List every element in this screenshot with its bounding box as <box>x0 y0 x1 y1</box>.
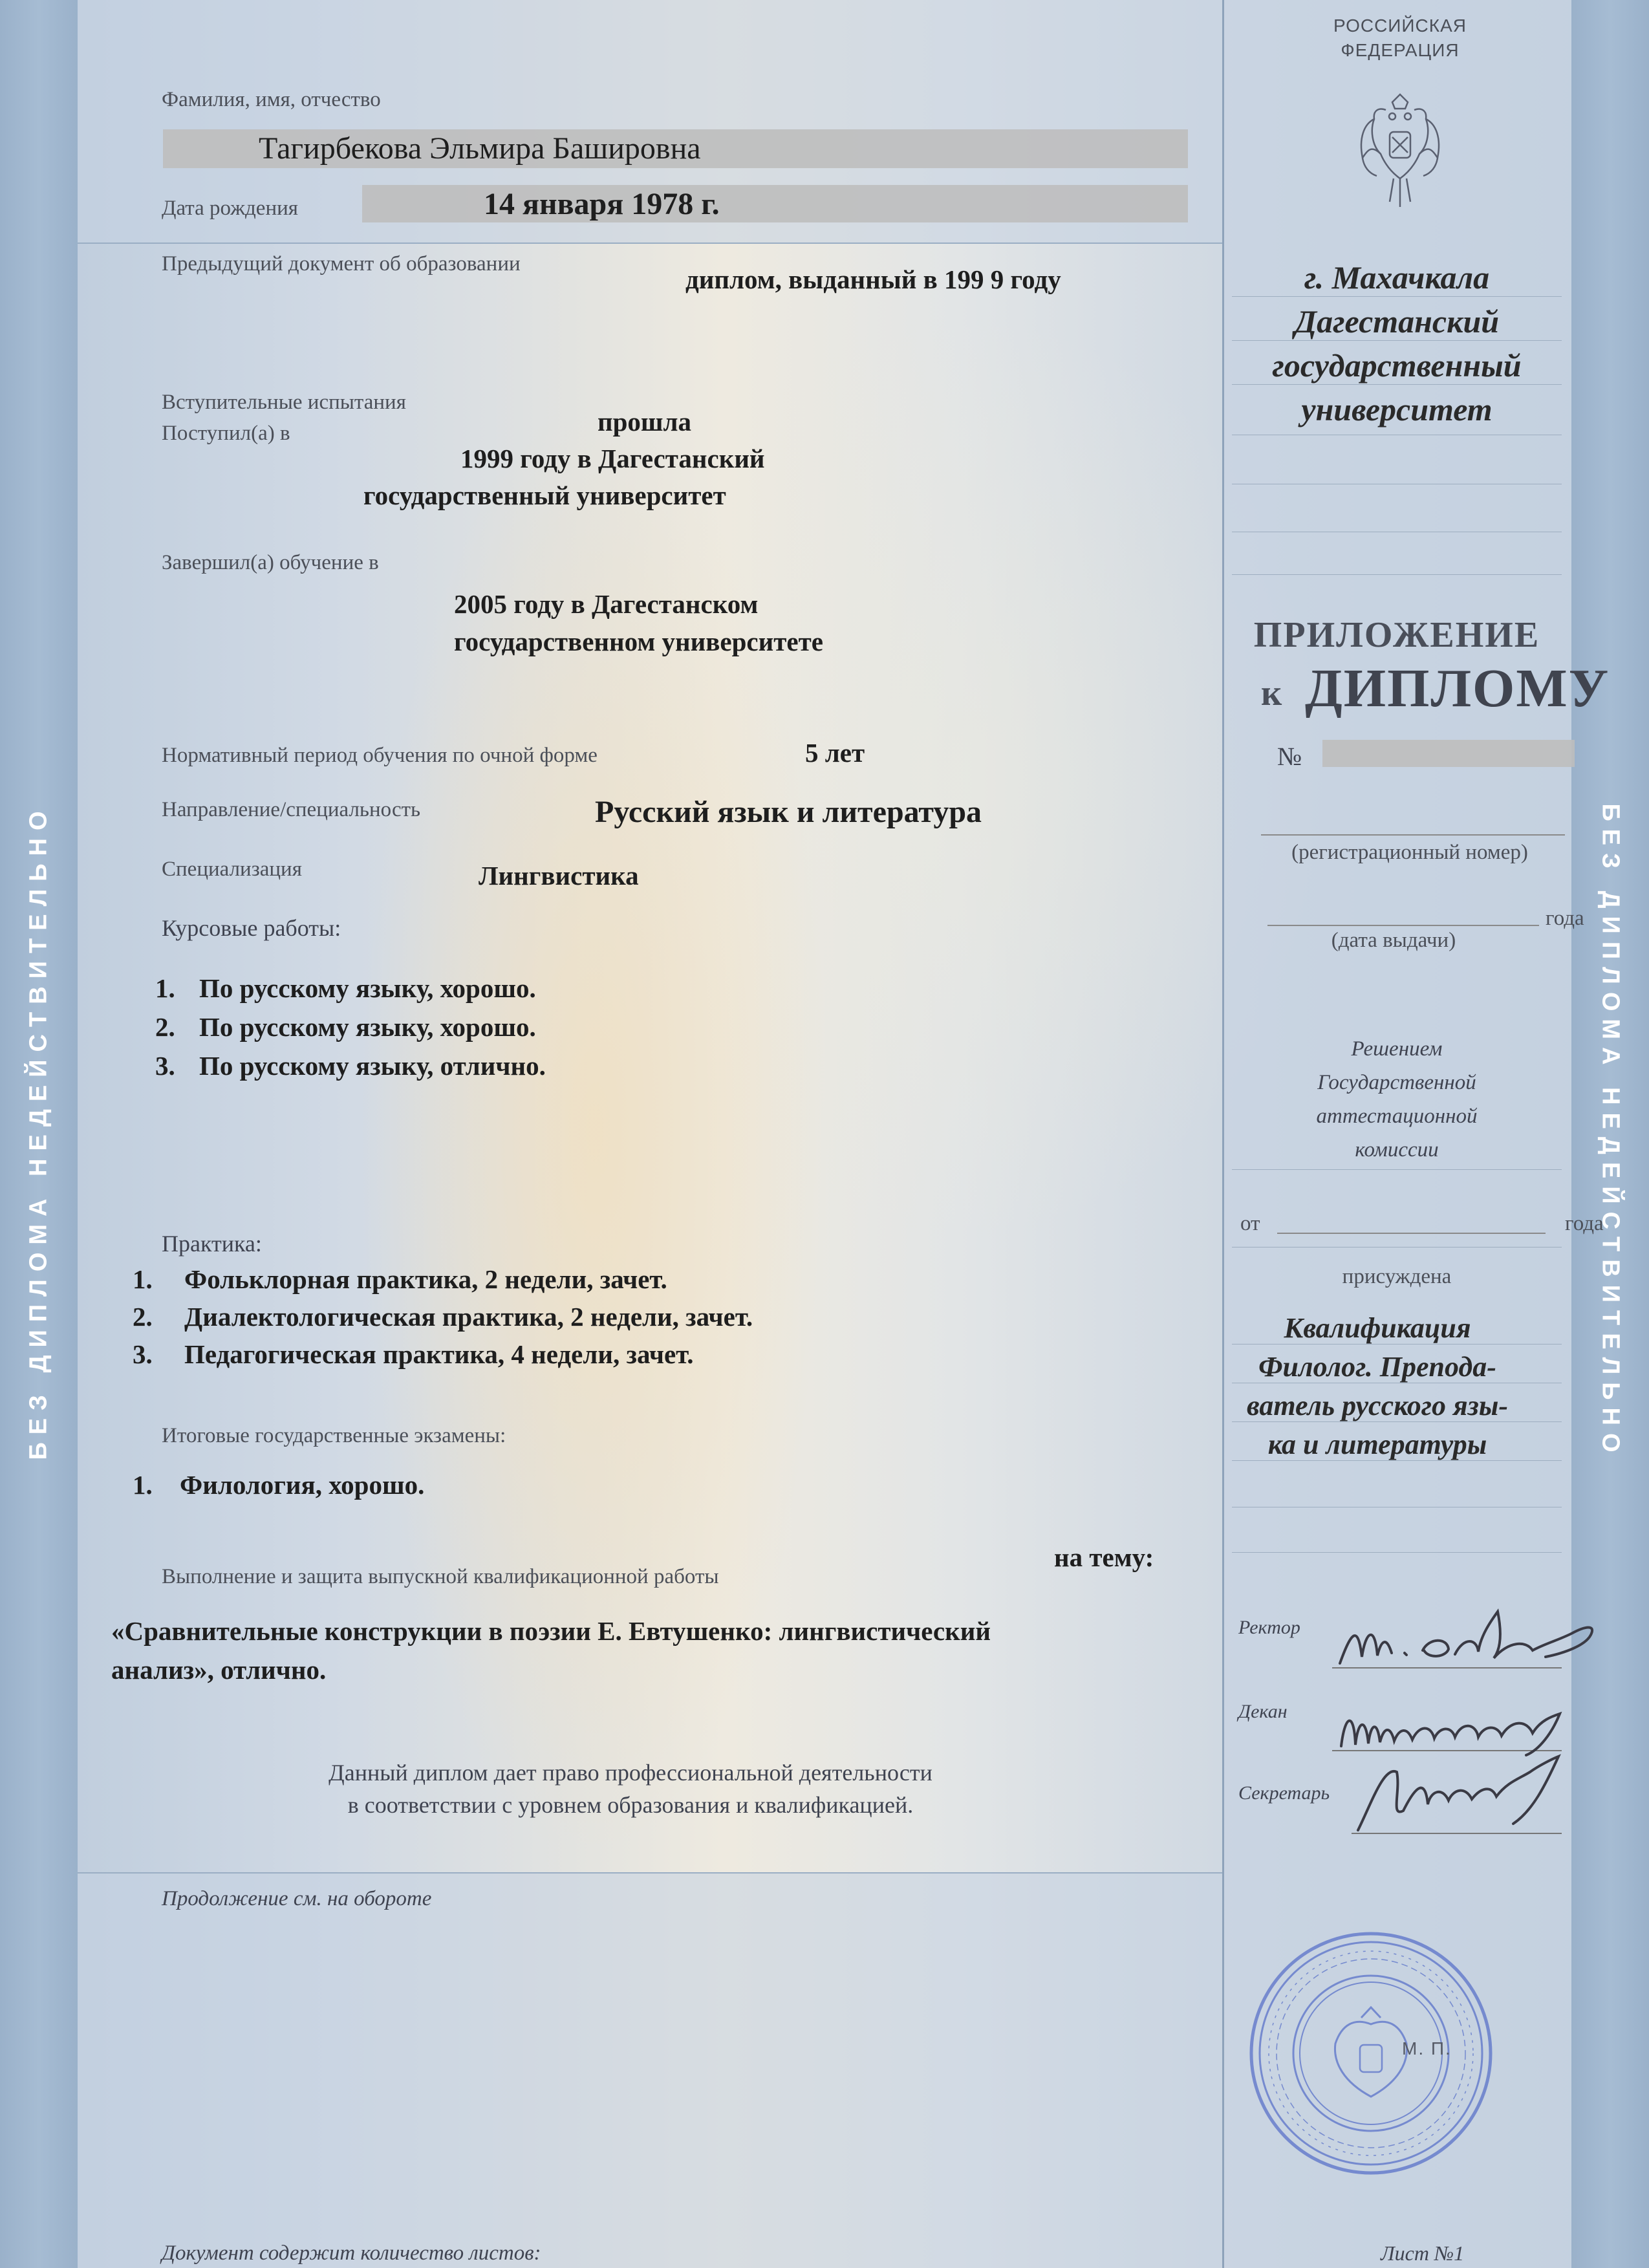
rule <box>1232 1344 1562 1345</box>
rights-line-2: в соответствии с уровнем образования и квалификацией. <box>347 1792 914 1818</box>
fio-label: Фамилия, имя, отчество <box>162 88 381 111</box>
period-label: Нормативный период обучения по очной форме <box>162 744 598 767</box>
diploma-title: ДИПЛОМУ <box>1305 658 1610 718</box>
awarded-word: присуждена <box>1342 1265 1452 1288</box>
coursework-label: Курсовые работы: <box>162 915 341 941</box>
thesis-label: Выполнение и защита выпускной квалификационной работы <box>162 1565 719 1588</box>
from-word: от <box>1240 1212 1260 1235</box>
year-word: года <box>1546 907 1584 930</box>
institution-line-4: университет <box>1301 391 1493 427</box>
footer-band <box>78 1872 1222 2268</box>
specialization-value: Лингвистика <box>479 861 639 891</box>
decision-line-3: аттестационной <box>1316 1105 1478 1128</box>
watermark-left: БЕЗ ДИПЛОМА НЕДЕЙСТВИТЕЛЬНО <box>25 803 52 1460</box>
admitted-label: Поступил(а) в <box>162 422 290 445</box>
supplement-title: ПРИЛОЖЕНИЕ <box>1253 615 1540 655</box>
rule <box>1232 1169 1562 1170</box>
coursework-number-2: 2. <box>155 1012 175 1042</box>
period-value: 5 лет <box>805 738 865 768</box>
decision-date-line <box>1277 1233 1546 1234</box>
rule <box>1232 340 1562 341</box>
thesis-on-topic: на тему: <box>1054 1542 1154 1572</box>
birth-label: Дата рождения <box>162 197 298 220</box>
fio-value: Тагирбекова Эльмира Башировна <box>259 131 701 166</box>
number-symbol: № <box>1277 742 1302 771</box>
continued-note: Продолжение см. на обороте <box>162 1887 432 1910</box>
qualification-line-4: ка и литературы <box>1267 1429 1487 1460</box>
rule <box>1232 296 1562 297</box>
institution-line-2: Дагестанский <box>1294 303 1500 340</box>
practice-number-1: 1. <box>133 1264 153 1294</box>
coursework-number-1: 1. <box>155 973 175 1003</box>
prev-doc-label: Предыдущий документ об образовании <box>162 252 521 275</box>
entrance-value: прошла <box>598 407 692 437</box>
specialization-label: Специализация <box>162 858 302 881</box>
coursework-number-3: 3. <box>155 1051 175 1081</box>
decision-line-2: Государственной <box>1317 1071 1476 1094</box>
reg-number-caption: (регистрационный номер) <box>1291 841 1528 864</box>
issue-date-caption: (дата выдачи) <box>1331 929 1456 952</box>
official-seal <box>1245 1927 1497 2179</box>
sheet-label: Лист №1 <box>1381 2241 1465 2265</box>
rector-label: Ректор <box>1238 1617 1300 1638</box>
practice-item-1: Фольклорная практика, 2 недели, зачет. <box>184 1264 667 1294</box>
completed-line-1: 2005 году в Дагестанском <box>454 589 759 619</box>
birth-value: 14 января 1978 г. <box>484 187 720 221</box>
redacted-number <box>1322 740 1575 767</box>
issue-date-line <box>1267 925 1539 926</box>
decision-line-1: Решением <box>1351 1037 1443 1061</box>
thesis-line-1: «Сравнительные конструкции в поэзии Е. Евтушенко: лингвистический <box>111 1616 991 1646</box>
direction-label: Направление/специальность <box>162 798 421 821</box>
coursework-item-2: По русскому языку, хорошо. <box>199 1012 536 1042</box>
completed-label: Завершил(а) обучение в <box>162 551 379 574</box>
year-word-2: года <box>1565 1212 1604 1235</box>
qualification-line-1: Квалификация <box>1284 1312 1471 1344</box>
prev-doc-value: диплом, выданный в 199 9 году <box>685 265 1061 294</box>
practice-number-3: 3. <box>133 1339 153 1369</box>
practice-item-3: Педагогическая практика, 4 недели, зачет. <box>184 1339 694 1369</box>
practice-item-2: Диалектологическая практика, 2 недели, зачет. <box>184 1302 753 1332</box>
thesis-line-2: анализ», отлично. <box>111 1655 327 1685</box>
qualification-line-3: ватель русского язы- <box>1246 1390 1508 1421</box>
coursework-item-3: По русскому языку, отлично. <box>199 1051 546 1081</box>
country-name-line2: ФЕДЕРАЦИЯ <box>1341 40 1460 60</box>
rule <box>1232 574 1562 575</box>
practice-number-2: 2. <box>133 1302 153 1332</box>
decision-line-4: комиссии <box>1355 1138 1439 1161</box>
direction-value: Русский язык и литература <box>595 795 982 829</box>
reg-number-line <box>1261 834 1565 836</box>
coat-of-arms-icon <box>1355 91 1445 213</box>
entrance-label: Вступительные испытания <box>162 391 406 414</box>
rule <box>1232 1460 1562 1461</box>
secretary-signature <box>1345 1746 1591 1843</box>
completed-line-2: государственном университете <box>454 627 823 656</box>
supplement-title-k: к <box>1261 673 1282 713</box>
secretary-label: Секретарь <box>1238 1782 1330 1804</box>
admitted-line-1: 1999 году в Дагестанский <box>460 444 765 473</box>
rule <box>1232 1552 1562 1553</box>
coursework-item-1: По русскому языку, хорошо. <box>199 973 536 1003</box>
rights-line-1: Данный диплом дает право профессиональной деятельности <box>329 1760 932 1786</box>
exams-label: Итоговые государственные экзамены: <box>162 1424 506 1447</box>
rector-signature <box>1332 1586 1617 1676</box>
watermark-right: БЕЗ ДИПЛОМА НЕДЕЙСТВИТЕЛЬНО <box>1597 803 1624 1460</box>
admitted-line-2: государственный университет <box>363 481 726 510</box>
institution-line-1: г. Махачкала <box>1304 259 1490 296</box>
rule <box>1232 384 1562 385</box>
exams-item-1: Филология, хорошо. <box>180 1470 425 1500</box>
exams-number-1: 1. <box>133 1470 153 1500</box>
country-name-line1: РОССИЙСКАЯ <box>1333 16 1467 36</box>
sheets-count-label: Документ содержит количество листов: <box>162 2241 541 2265</box>
practice-label: Практика: <box>162 1231 262 1257</box>
seal-label: М. П. <box>1402 2038 1452 2058</box>
qualification-line-2: Филолог. Препода- <box>1258 1351 1496 1383</box>
institution-line-3: государственный <box>1272 347 1522 383</box>
dean-label: Декан <box>1238 1701 1288 1722</box>
rule <box>1232 1421 1562 1422</box>
